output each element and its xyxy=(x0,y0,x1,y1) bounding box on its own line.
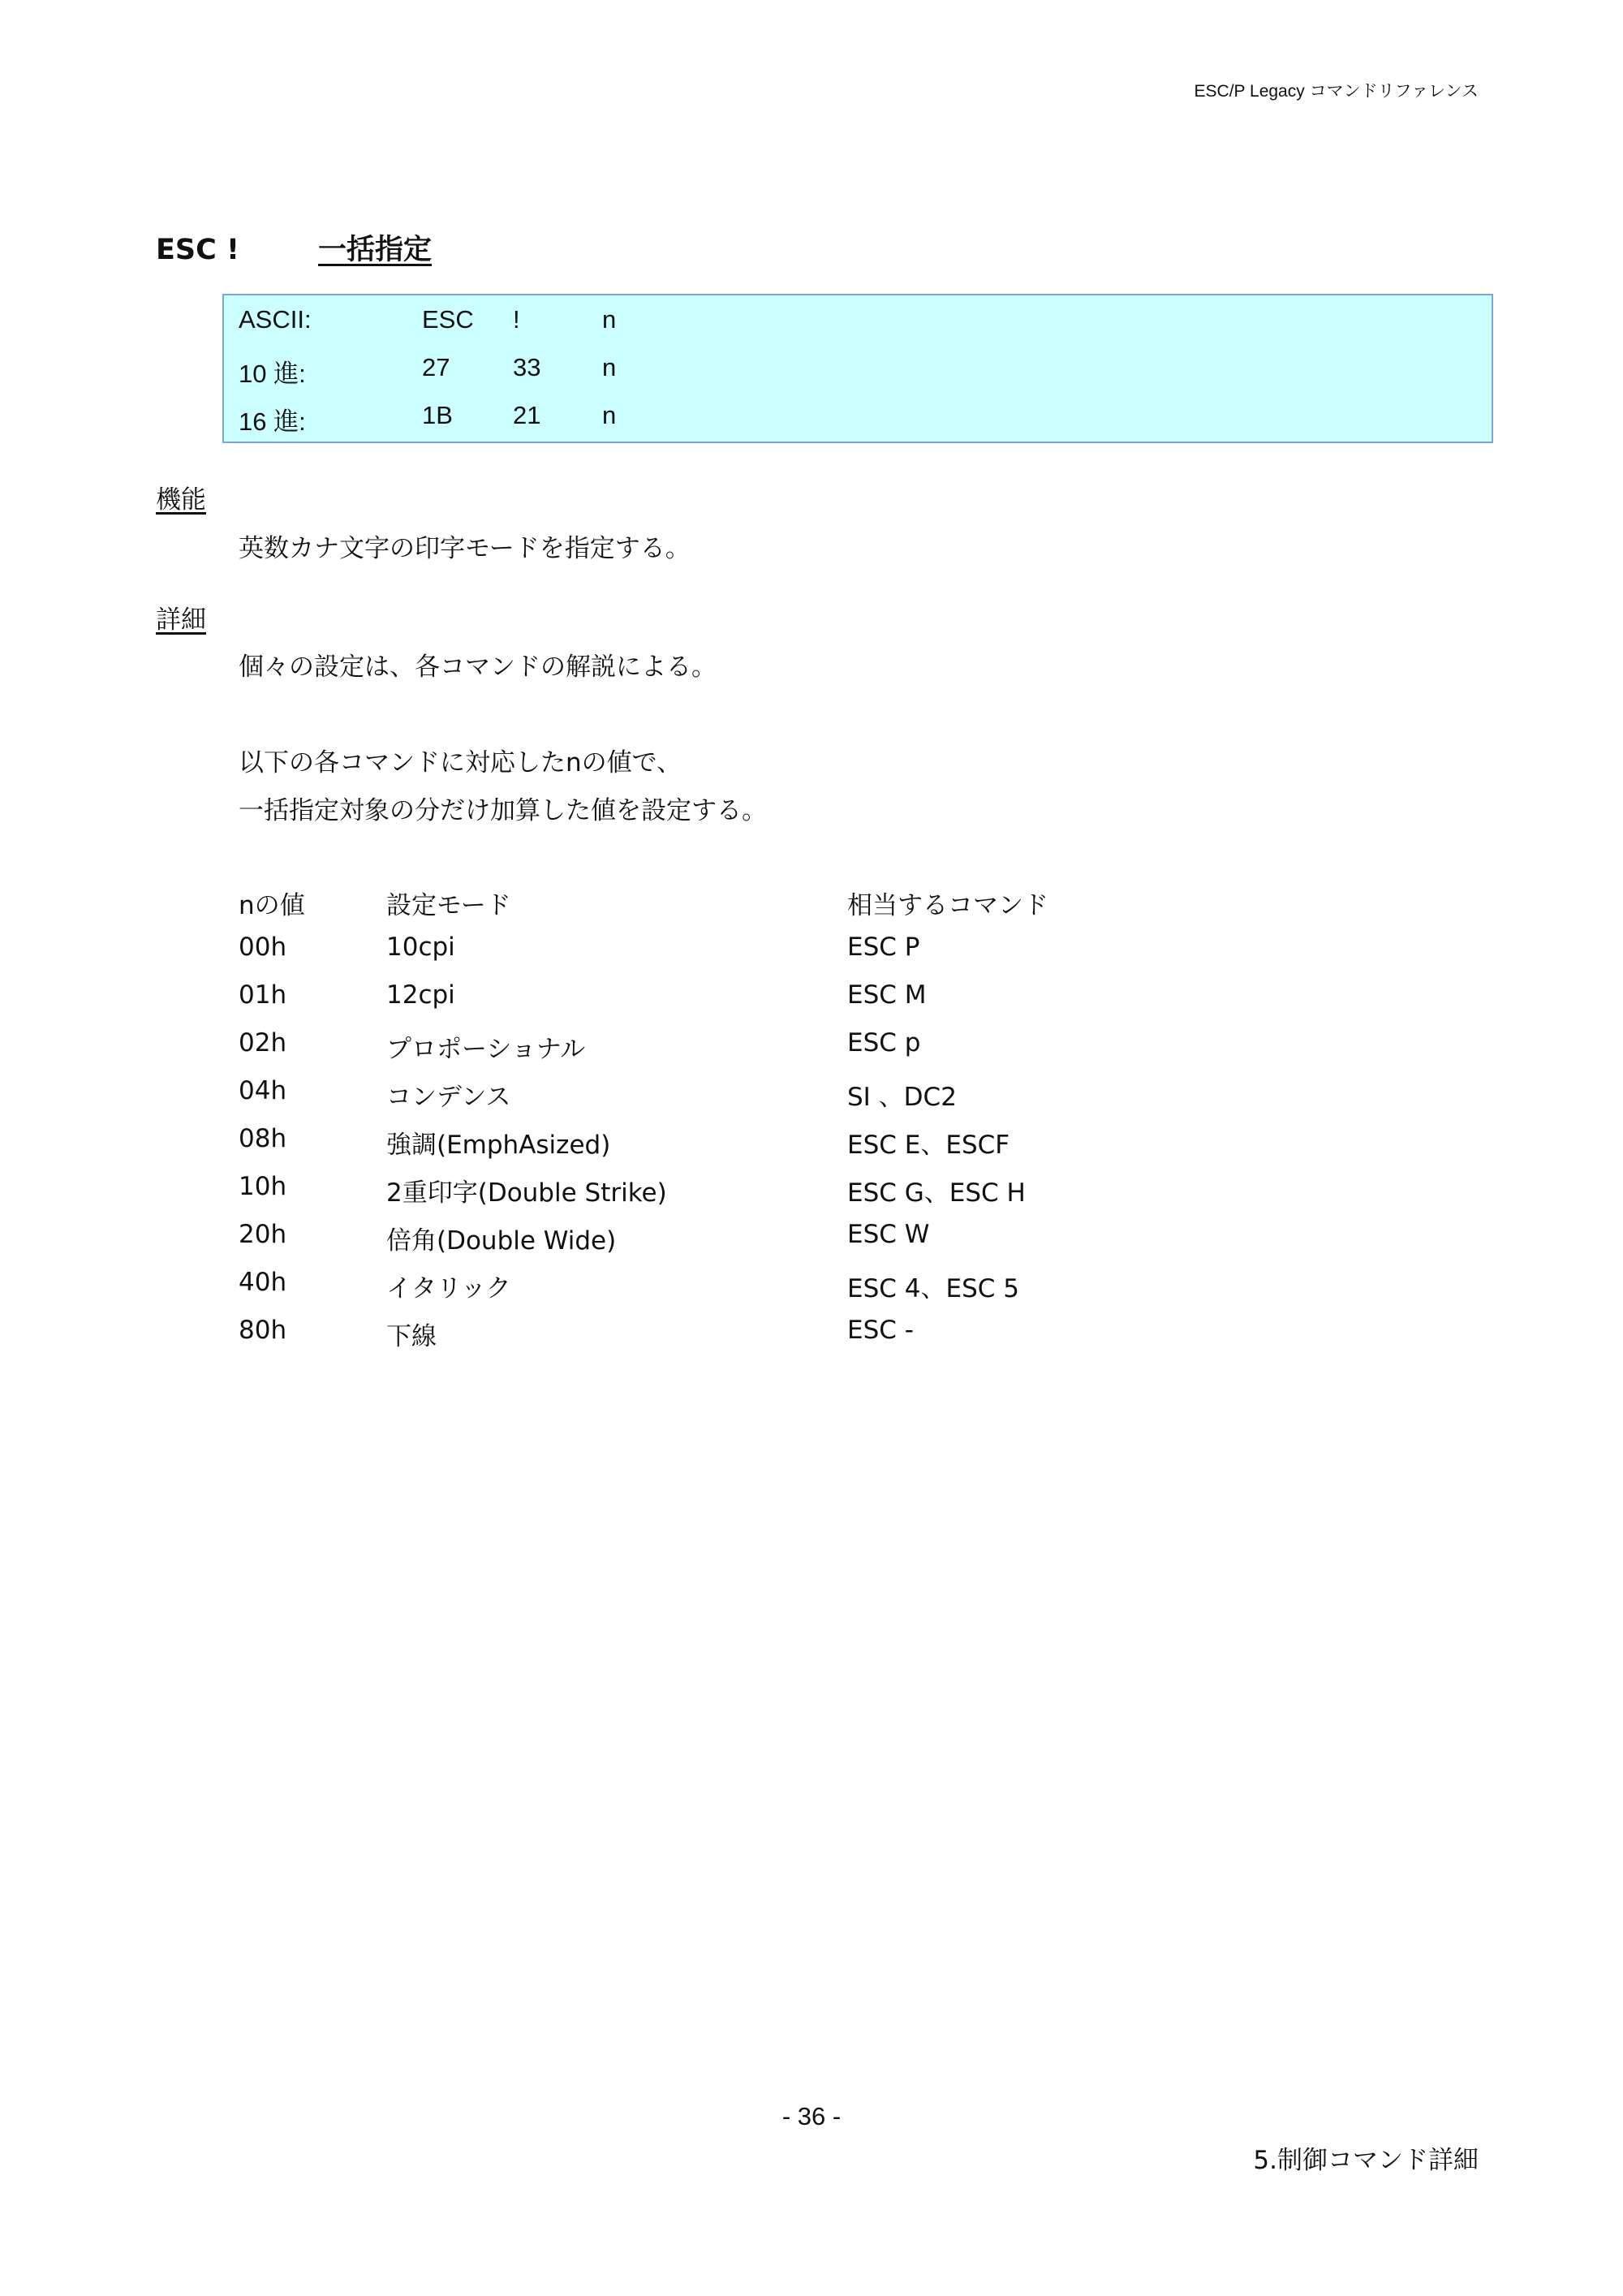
page-number: - 36 - xyxy=(781,2102,842,2130)
table-cell: 40h xyxy=(239,1268,287,1297)
detail-text: 一括指定対象の分だけ加算した値を設定する。 xyxy=(239,796,767,825)
table-cell: 下線 xyxy=(386,1322,437,1351)
chapter-footer: 5.制御コマンド詳細 xyxy=(1253,2146,1479,2175)
detail-text: 以下の各コマンドに対応したnの値で、 xyxy=(239,748,682,778)
table-cell: ESC P xyxy=(847,933,920,962)
table-cell: 20h xyxy=(239,1220,287,1249)
table-cell: ESC W xyxy=(847,1220,930,1249)
syntax-label: 16 進: xyxy=(239,407,306,436)
syntax-value: 21 xyxy=(513,401,541,429)
command-description: 一括指定 xyxy=(318,234,433,266)
table-cell: ESC p xyxy=(847,1028,921,1058)
table-cell: ESC G、ESC H xyxy=(847,1178,1026,1208)
syntax-value: n xyxy=(602,353,617,381)
table-cell: 80h xyxy=(239,1316,287,1345)
column-header: 設定モード xyxy=(386,891,511,920)
syntax-value: ! xyxy=(513,305,520,334)
table-cell: プロポーショナル xyxy=(386,1035,586,1064)
table-cell: ESC E、ESCF xyxy=(847,1131,1010,1160)
column-header: nの値 xyxy=(239,891,305,920)
table-cell: 10cpi xyxy=(386,933,455,962)
syntax-value: n xyxy=(602,305,617,334)
syntax-label: ASCII: xyxy=(239,305,312,334)
syntax-value: n xyxy=(602,401,617,429)
table-cell: イタリック xyxy=(386,1274,511,1303)
syntax-value: ESC xyxy=(422,305,474,334)
table-cell: ESC M xyxy=(847,980,927,1010)
syntax-label: 10 進: xyxy=(239,360,306,388)
running-header: ESC/P Legacy コマンドリファレンス xyxy=(1194,82,1479,101)
table-cell: ESC 4、ESC 5 xyxy=(847,1274,1019,1303)
table-cell: 強調(EmphAsized) xyxy=(386,1131,611,1160)
detail-text: 個々の設定は、各コマンドの解説による。 xyxy=(239,653,717,682)
table-cell: 12cpi xyxy=(386,980,455,1010)
command-title xyxy=(156,227,432,268)
table-cell: 00h xyxy=(239,933,287,962)
command-name: ESC ! xyxy=(156,234,239,266)
table-cell: 04h xyxy=(239,1076,287,1105)
syntax-box xyxy=(222,294,1493,443)
table-cell: 01h xyxy=(239,980,287,1010)
table-cell: 倍角(Double Wide) xyxy=(386,1226,617,1256)
table-cell: 10h xyxy=(239,1172,287,1201)
table-cell: コンデンス xyxy=(386,1083,511,1112)
table-cell: SI 、DC2 xyxy=(847,1083,957,1112)
syntax-value: 27 xyxy=(422,353,450,381)
syntax-value: 1B xyxy=(422,401,453,429)
table-cell: 02h xyxy=(239,1028,287,1058)
column-header: 相当するコマンド xyxy=(847,891,1048,920)
table-cell: ESC - xyxy=(847,1316,914,1345)
function-text: 英数カナ文字の印字モードを指定する。 xyxy=(239,534,691,563)
table-cell: 08h xyxy=(239,1124,287,1153)
syntax-value: 33 xyxy=(513,353,541,381)
function-heading: 機能 xyxy=(156,485,206,515)
table-cell: 2重印字(Double Strike) xyxy=(386,1178,667,1208)
detail-heading: 詳細 xyxy=(156,605,206,635)
